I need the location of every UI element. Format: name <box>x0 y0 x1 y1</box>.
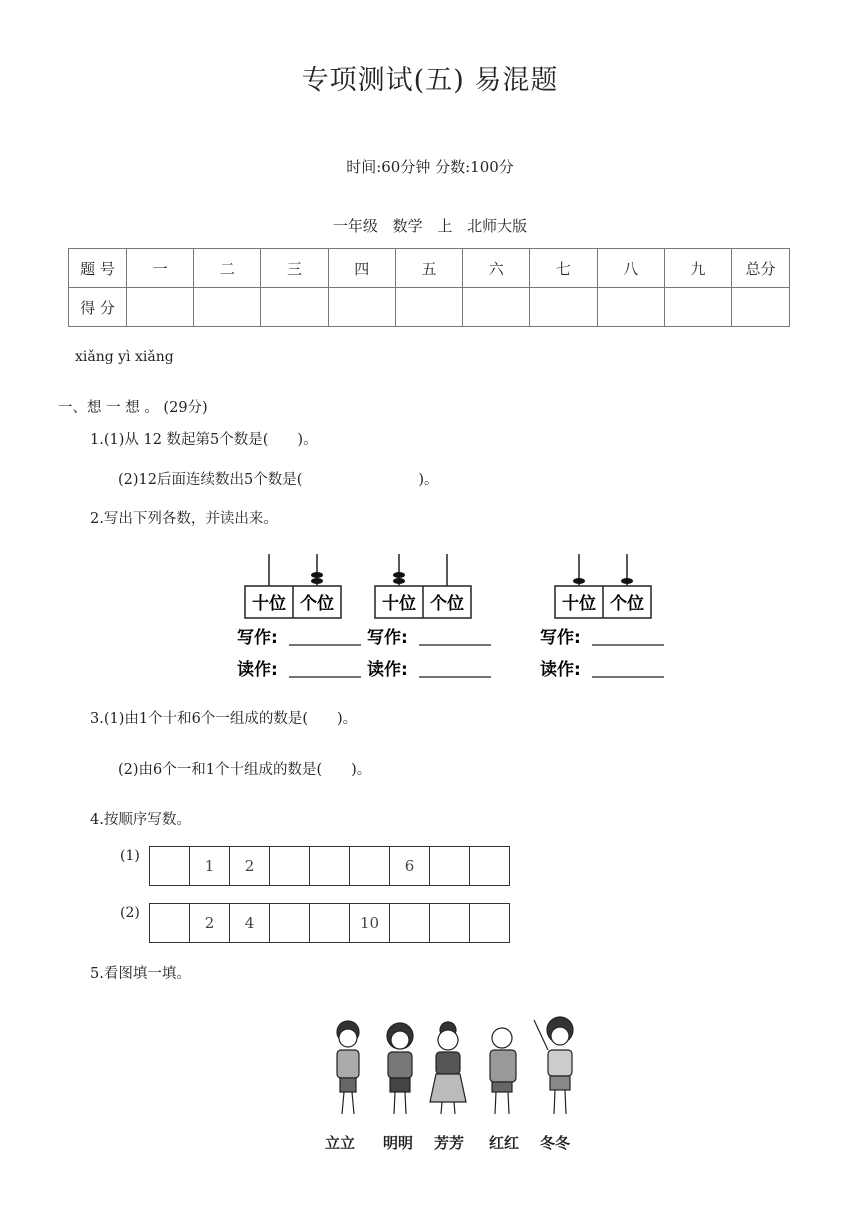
page-title: 专项测试(五) 易混题 <box>301 65 559 96</box>
sequence-cell[interactable]: 1 <box>190 847 230 886</box>
bead <box>393 572 405 578</box>
sequence-2 <box>149 903 510 943</box>
question-3-part-2: (2)由6个一和1个十组成的数是( )。 <box>118 762 372 778</box>
read-label: 读作: <box>367 660 408 680</box>
pinyin-annotation: xiǎng yì xiǎng <box>75 349 174 365</box>
question-1-part-1: 1.(1)从 12 数起第5个数是( )。 <box>90 432 318 448</box>
header-cell: 总分 <box>732 249 790 288</box>
sequence-cell[interactable] <box>430 904 470 943</box>
sequence-cell[interactable] <box>430 847 470 886</box>
header-cell: 九 <box>664 249 731 288</box>
write-label: 写作: <box>367 628 408 648</box>
score-cell[interactable] <box>127 288 194 327</box>
score-cell[interactable] <box>463 288 530 327</box>
write-label: 写作: <box>237 628 278 648</box>
score-cell[interactable] <box>732 288 790 327</box>
sequence-cell[interactable] <box>390 904 430 943</box>
score-cell[interactable] <box>261 288 328 327</box>
child-figure <box>534 1017 573 1114</box>
abacus-figures <box>225 548 695 688</box>
children-illustration <box>320 1010 590 1130</box>
read-label: 读作: <box>540 660 581 680</box>
child-figure <box>490 1028 516 1114</box>
tens-label: 十位 <box>562 594 596 614</box>
header-cell: 二 <box>194 249 261 288</box>
sequence-cell[interactable] <box>470 847 510 886</box>
child-name: 红红 <box>489 1134 520 1152</box>
sequence-cell[interactable]: 4 <box>230 904 270 943</box>
question-1-part-2: (2)12后面连续数出5个数是( )。 <box>118 472 439 488</box>
sequence-cell[interactable] <box>150 847 190 886</box>
read-label: 读作: <box>237 660 278 680</box>
score-header-row <box>69 249 790 288</box>
question-5: 5.看图填一填。 <box>90 966 191 982</box>
sequence-cell[interactable] <box>270 847 310 886</box>
score-cell[interactable] <box>395 288 462 327</box>
child-name: 冬冬 <box>540 1134 571 1152</box>
score-cell[interactable] <box>530 288 597 327</box>
ones-label: 个位 <box>430 594 464 614</box>
header-cell: 题 号 <box>69 249 127 288</box>
sequence-1 <box>149 846 510 886</box>
bead <box>573 578 585 584</box>
header-cell: 一 <box>127 249 194 288</box>
bead <box>393 578 405 584</box>
child-name: 芳芳 <box>434 1134 465 1152</box>
child-figure <box>337 1021 359 1114</box>
sequence-cell[interactable] <box>350 847 390 886</box>
sequence-2-label: (2) <box>120 905 140 921</box>
score-row-label: 得 分 <box>69 288 127 327</box>
sequence-cell[interactable]: 2 <box>230 847 270 886</box>
score-cell[interactable] <box>328 288 395 327</box>
score-row <box>69 288 790 327</box>
sequence-cell[interactable] <box>310 847 350 886</box>
ones-label: 个位 <box>610 594 644 614</box>
bead <box>311 572 323 578</box>
ones-label: 个位 <box>300 594 334 614</box>
score-cell[interactable] <box>194 288 261 327</box>
question-2: 2.写出下列各数，并读出来。 <box>90 511 278 527</box>
grade-subject: 一年级 数学 上 北师大版 <box>332 217 528 235</box>
tens-label: 十位 <box>382 594 416 614</box>
question-3-part-1: 3.(1)由1个十和6个一组成的数是( )。 <box>90 711 358 727</box>
tens-label: 十位 <box>252 594 286 614</box>
sequence-cell[interactable]: 10 <box>350 904 390 943</box>
sequence-cell[interactable] <box>470 904 510 943</box>
score-table <box>68 248 790 327</box>
child-figure <box>387 1023 413 1114</box>
header-cell: 五 <box>395 249 462 288</box>
bead <box>621 578 633 584</box>
header-cell: 八 <box>597 249 664 288</box>
sequence-cell[interactable]: 6 <box>390 847 430 886</box>
header-cell: 四 <box>328 249 395 288</box>
header-cell: 七 <box>530 249 597 288</box>
sequence-cell[interactable]: 2 <box>190 904 230 943</box>
bead <box>311 578 323 584</box>
write-label: 写作: <box>540 628 581 648</box>
score-cell[interactable] <box>597 288 664 327</box>
sequence-cell[interactable] <box>150 904 190 943</box>
section-heading: 一、想 一 想 。 (29分) <box>58 400 208 416</box>
score-cell[interactable] <box>664 288 731 327</box>
header-cell: 三 <box>261 249 328 288</box>
sequence-cell[interactable] <box>270 904 310 943</box>
exam-meta: 时间:60分钟 分数:100分 <box>346 158 514 176</box>
child-name: 明明 <box>383 1134 414 1152</box>
child-name: 立立 <box>325 1134 356 1152</box>
sequence-cell[interactable] <box>310 904 350 943</box>
question-4: 4.按顺序写数。 <box>90 812 191 828</box>
sequence-1-label: (1) <box>120 848 140 864</box>
header-cell: 六 <box>463 249 530 288</box>
child-figure <box>430 1022 466 1114</box>
